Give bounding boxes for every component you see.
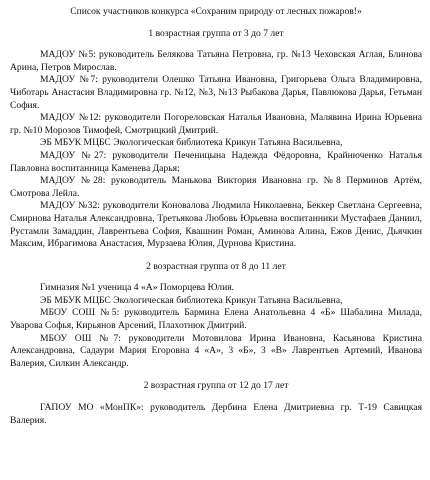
participant-entry: МБОУ ОШ №7: руководители Мотовилова Ирина Ивановна, Касьянова Кристина Александровна, Садаури Мария Егоровна 4 «А», 3 «Б», 3 «В» Лаврентьев Артемий, Иванова Валерия, Силкин Александр.	[10, 332, 422, 369]
group-section-3	[10, 380, 422, 427]
participant-entry: МАДОУ №12: руководители Погореловская Наталья Ивановна, Малявина Ирина Юрьевна гр. №10 Морозов Тимофей, Смотрицкий Дмитрий.	[10, 112, 422, 136]
participant-entry: МАДОУ №32: руководители Коновалова Людмила Николаевна, Беккер Светлана Сергеевна, Смирнова Наталья Александровна, Третьякова Любовь Юрьевна воспитанники Мустафаев Даниил, Рустамли Замаддин, Лаврентьева София, Квашнин Роман, Аминова Алина, Ежов Денис, Дьячкин Максим, Ибрагимова Анастасия, Мурзаева Юлия, Дурнова Кристина.	[10, 200, 422, 250]
participant-entry: ЭБ МБУК МЦБС Экологическая библиотека Крикун Татьяна Васильевна,	[40, 137, 343, 149]
document-title: Список участников конкурса «Сохраним природу от лесных пожаров!»	[70, 6, 362, 17]
entries-list	[10, 49, 422, 251]
participant-entry: МАДОУ №7: руководители Олешко Татьяна Ивановна, Григорьева Ольга Владимировна, Чиботарь Анастасия Владимировна гр. №12, №3, №13 Рыбакова Дарья, Павлюкова Дарья, Гетьман София.	[10, 74, 422, 111]
group-heading: 2 возрастная группа от 12 до 17 лет	[143, 380, 289, 392]
participant-entry: МБОУ СОШ №5: руководитель Бармина Елена Анатольевна 4 «Б» Шабалина Милада, Уварова Софья, Кирьянов Арсений, Плахотнюк Дмитрий.	[10, 307, 422, 332]
participant-entry: ЭБ МБУК МЦБС Экологическая библиотека Крикун Татьяна Васильевна,	[40, 294, 343, 306]
participant-entry: МАДОУ №27: руководители Печеницына Надежда Фёдоровна, Крайнюченко Наталья Павловна воспитанница Каменева Дарья;	[10, 149, 422, 174]
group-heading: 1 возрастная группа от 3 до 7 лет	[148, 27, 284, 39]
group-section-2	[10, 261, 422, 371]
participant-entry: ГАПОУ МО «МонПК»: руководитель Дербина Елена Дмитриевна гр. Т-19 Савицкая Валерия.	[10, 402, 422, 426]
participant-entry: МАДОУ №5: руководитель Белякова Татьяна Петровна, гр. №13 Чеховская Аглая, Блинова Арина, Петров Мирослав.	[10, 49, 422, 73]
group-heading: 2 возрастная группа от 8 до 11 лет	[146, 260, 286, 272]
participant-entry: Гимназия №1 ученица 4 «А» Поморцева Юлия.	[40, 282, 235, 294]
entries-list	[10, 402, 422, 427]
participant-entry: МАДОУ №28: руководитель Манькова Виктория Ивановна гр. №8 Перминов Артём, Смотрова Лейла.	[10, 175, 422, 199]
group-section-1	[10, 28, 422, 251]
entries-list	[10, 282, 422, 370]
